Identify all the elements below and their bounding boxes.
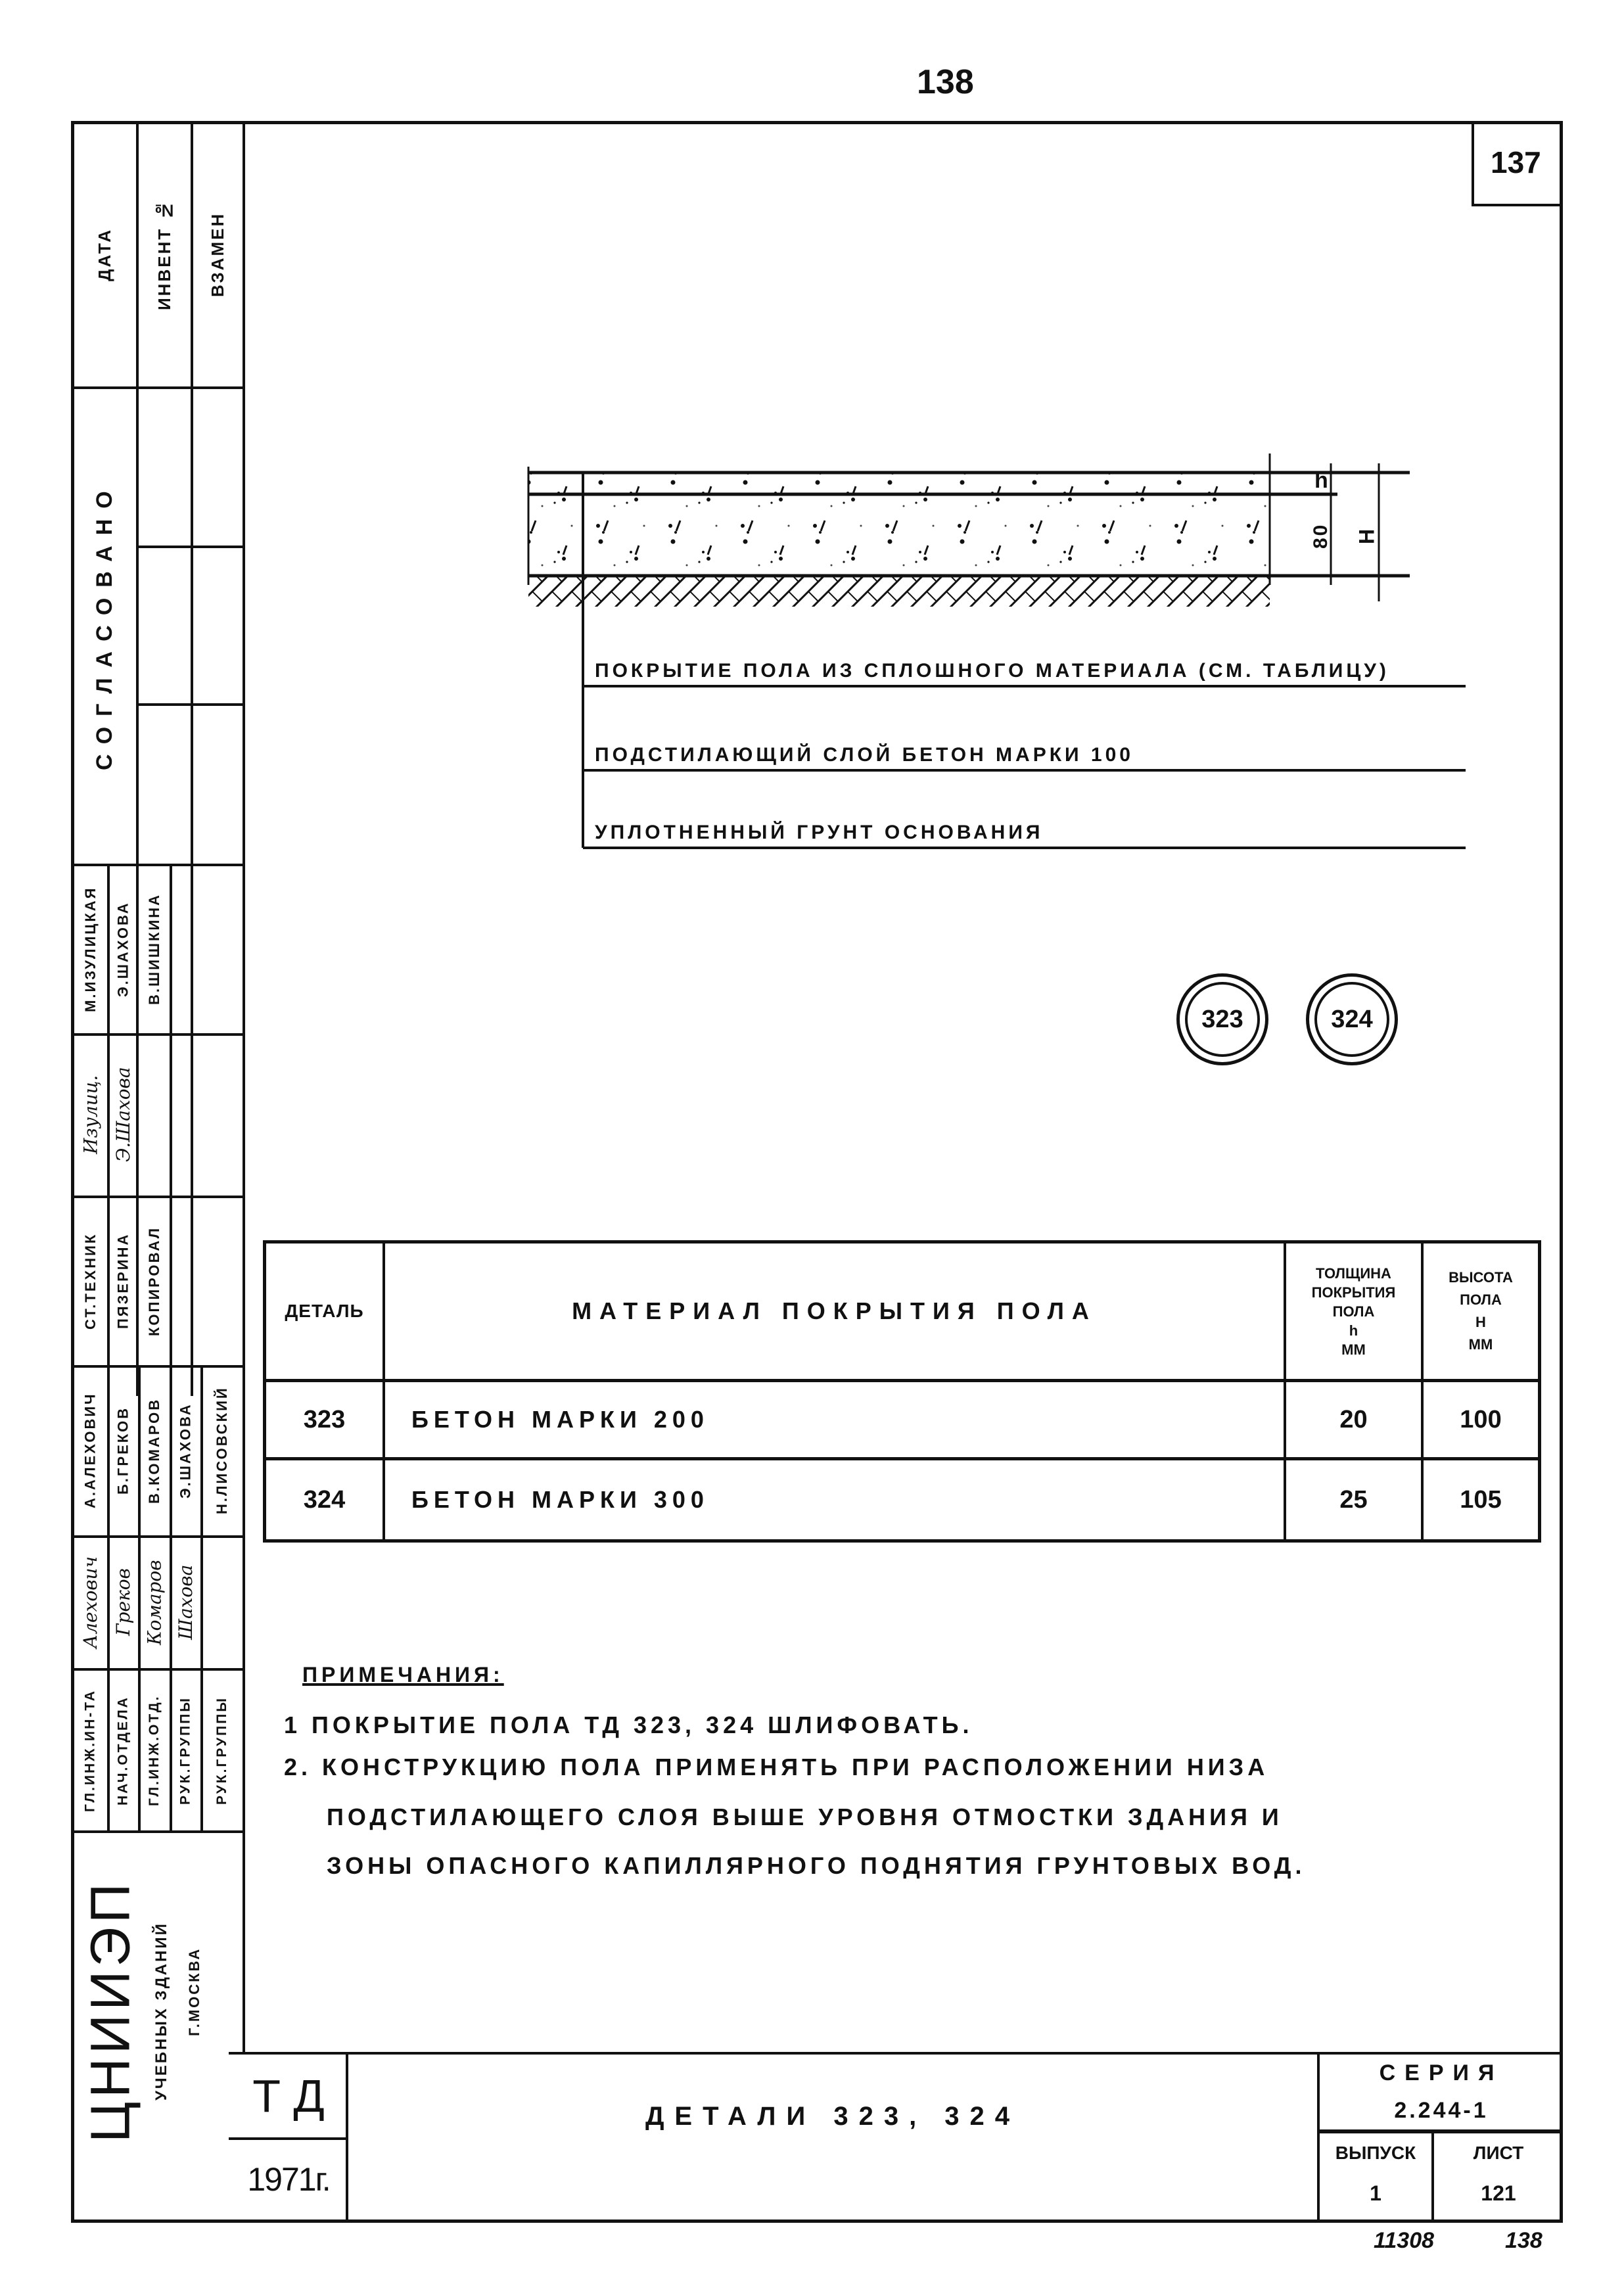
dim-label-80: 80: [1310, 523, 1332, 549]
callout-base-layer: ПОДСТИЛАЮЩИЙ СЛОЙ БЕТОН МАРКИ 100: [595, 744, 1134, 766]
header-thickness-line: h: [1349, 1322, 1358, 1339]
header-height-line: ММ: [1468, 1336, 1493, 1353]
table-row-323-height: 100: [1460, 1405, 1502, 1433]
staff-name: А.АЛЕХОВИЧ: [81, 1392, 99, 1509]
approver-name: Э.ШАХОВА: [114, 901, 131, 997]
detail-marker-323: [1176, 973, 1268, 1065]
series-label: СЕРИЯ: [1379, 2060, 1504, 2085]
document-code: Т Д: [252, 2070, 325, 2122]
table-row-324-height: 105: [1460, 1485, 1502, 1514]
staff-name: Н.ЛИСОВСКИЙ: [214, 1386, 230, 1515]
header-height-line: H: [1475, 1314, 1486, 1330]
sidebar-inventory-label: ИНВЕНТ №: [154, 198, 174, 310]
header-height-line: ВЫСОТА: [1449, 1269, 1513, 1286]
approver-name: М.ИЗУЛИЦКАЯ: [82, 886, 99, 1012]
table-row-323-thickness: 20: [1339, 1405, 1368, 1433]
series-value: 2.244-1: [1394, 2097, 1489, 2123]
sidebar-right-border: [243, 121, 245, 2053]
sheet-value: 121: [1481, 2181, 1516, 2205]
staff-title: НАЧ.ОТДЕЛА: [115, 1696, 131, 1805]
approver-signature: Изулиц.: [80, 1075, 102, 1155]
header-material: МАТЕРИАЛ ПОКРЫТИЯ ПОЛА: [572, 1297, 1097, 1324]
table-row-323-material: БЕТОН МАРКИ 200: [411, 1406, 709, 1433]
table-row-324-detail: 324: [303, 1485, 346, 1514]
sheet-label: ЛИСТ: [1473, 2143, 1524, 2163]
staff-title: ГЛ.ИНЖ.ОТД.: [147, 1694, 162, 1807]
note-line: ЗОНЫ ОПАСНОГО КАПИЛЛЯРНОГО ПОДНЯТИЯ ГРУНТОВЫХ ВОД.: [327, 1852, 1306, 1879]
dim-label-H: H: [1355, 526, 1379, 545]
sidebar-divider: [136, 546, 244, 548]
header-thickness-line: ММ: [1341, 1341, 1366, 1358]
archive-stamp-page: 138: [1505, 2228, 1543, 2253]
sidebar-date-label: ДАТА: [95, 227, 114, 281]
sidebar-approved-label: СОГЛАСОВАНО: [92, 480, 117, 771]
staff-title: КОПИРОВАЛ: [146, 1226, 162, 1336]
callout-floor-covering: ПОКРЫТИЕ ПОЛА ИЗ СПЛОШНОГО МАТЕРИАЛА (СМ. ТАБЛИЦУ): [595, 660, 1389, 682]
header-height: [1424, 1244, 1538, 1379]
sidebar-replace-label: ВЗАМЕН: [208, 212, 227, 297]
issue-label: ВЫПУСК: [1335, 2143, 1416, 2163]
staff-title: ГЛ.ИНЖ.ИН-ТА: [82, 1689, 98, 1812]
detail-marker-324: [1306, 973, 1398, 1065]
header-thickness-line: ПОЛА: [1332, 1303, 1375, 1320]
staff-title: РУК.ГРУППЫ: [214, 1696, 229, 1805]
staff-signature: Алехович: [80, 1556, 101, 1648]
corner-sheet-number: 137: [1491, 145, 1541, 179]
staff-name: Б.ГРЕКОВ: [114, 1406, 131, 1495]
table-row-324-thickness: 25: [1339, 1485, 1368, 1514]
staff-signature: Шахова: [175, 1564, 197, 1640]
staff-title: СТ.ТЕХНИК: [82, 1232, 99, 1330]
issue-value: 1: [1370, 2181, 1381, 2205]
sidebar-divider: [136, 703, 244, 706]
header-detail: ДЕТАЛЬ: [285, 1301, 364, 1321]
detail-marker-label: 323: [1185, 982, 1260, 1057]
title-block-divider: [1317, 2129, 1563, 2133]
callout-soil: УПЛОТНЕННЫЙ ГРУНТ ОСНОВАНИЯ: [595, 822, 1044, 843]
detail-marker-label: 324: [1314, 982, 1389, 1057]
org-logo: ЦНИИЭП: [79, 1879, 141, 2143]
page-number: 138: [917, 63, 974, 101]
staff-title: ПЯЗЕРИНА: [114, 1232, 131, 1330]
staff-signature: Комаров: [143, 1560, 166, 1645]
staff-title: РУК.ГРУППЫ: [177, 1696, 193, 1805]
org-city: Г.МОСКВА: [186, 1947, 202, 2036]
header-thickness-line: ТОЛЩИНА: [1316, 1265, 1391, 1282]
document-year: 1971г.: [247, 2161, 330, 2198]
note-line: 1 ПОКРЫТИЕ ПОЛА ТД 323, 324 ШЛИФОВАТЬ.: [284, 1711, 973, 1738]
approver-signature: Э.Шахова: [112, 1067, 134, 1163]
sheet-frame: [71, 121, 1563, 2223]
table-row-324-material: БЕТОН МАРКИ 300: [411, 1486, 709, 1513]
table-row-323-detail: 323: [303, 1405, 346, 1433]
staff-signature: Греков: [112, 1568, 134, 1637]
notes-title: ПРИМЕЧАНИЯ:: [302, 1663, 504, 1686]
org-subtitle: УЧЕБНЫХ ЗДАНИЙ: [152, 1922, 170, 2101]
note-line: ПОДСТИЛАЮЩЕГО СЛОЯ ВЫШЕ УРОВНЯ ОТМОСТКИ ЗДАНИЯ И: [327, 1803, 1283, 1830]
header-height-line: ПОЛА: [1460, 1291, 1502, 1308]
staff-name: Э.ШАХОВА: [177, 1403, 194, 1499]
staff-name: В.КОМАРОВ: [146, 1397, 162, 1504]
header-thickness: [1286, 1244, 1421, 1379]
sidebar-divider: [71, 1830, 244, 1833]
drawing-title: ДЕТАЛИ 323, 324: [645, 2101, 1021, 2131]
header-thickness-line: ПОКРЫТИЯ: [1311, 1284, 1396, 1301]
approver-name: В.ШИШКИНА: [146, 893, 162, 1006]
dim-label-h: h: [1314, 468, 1328, 493]
concrete-base-layer: [528, 494, 1270, 576]
floor-covering-layer: [528, 473, 1270, 494]
archive-stamp-number: 11308: [1374, 2228, 1435, 2253]
note-line: 2. КОНСТРУКЦИЮ ПОЛА ПРИМЕНЯТЬ ПРИ РАСПОЛОЖЕНИИ НИЗА: [284, 1754, 1269, 1780]
compacted-soil-hatch: [528, 577, 1270, 607]
